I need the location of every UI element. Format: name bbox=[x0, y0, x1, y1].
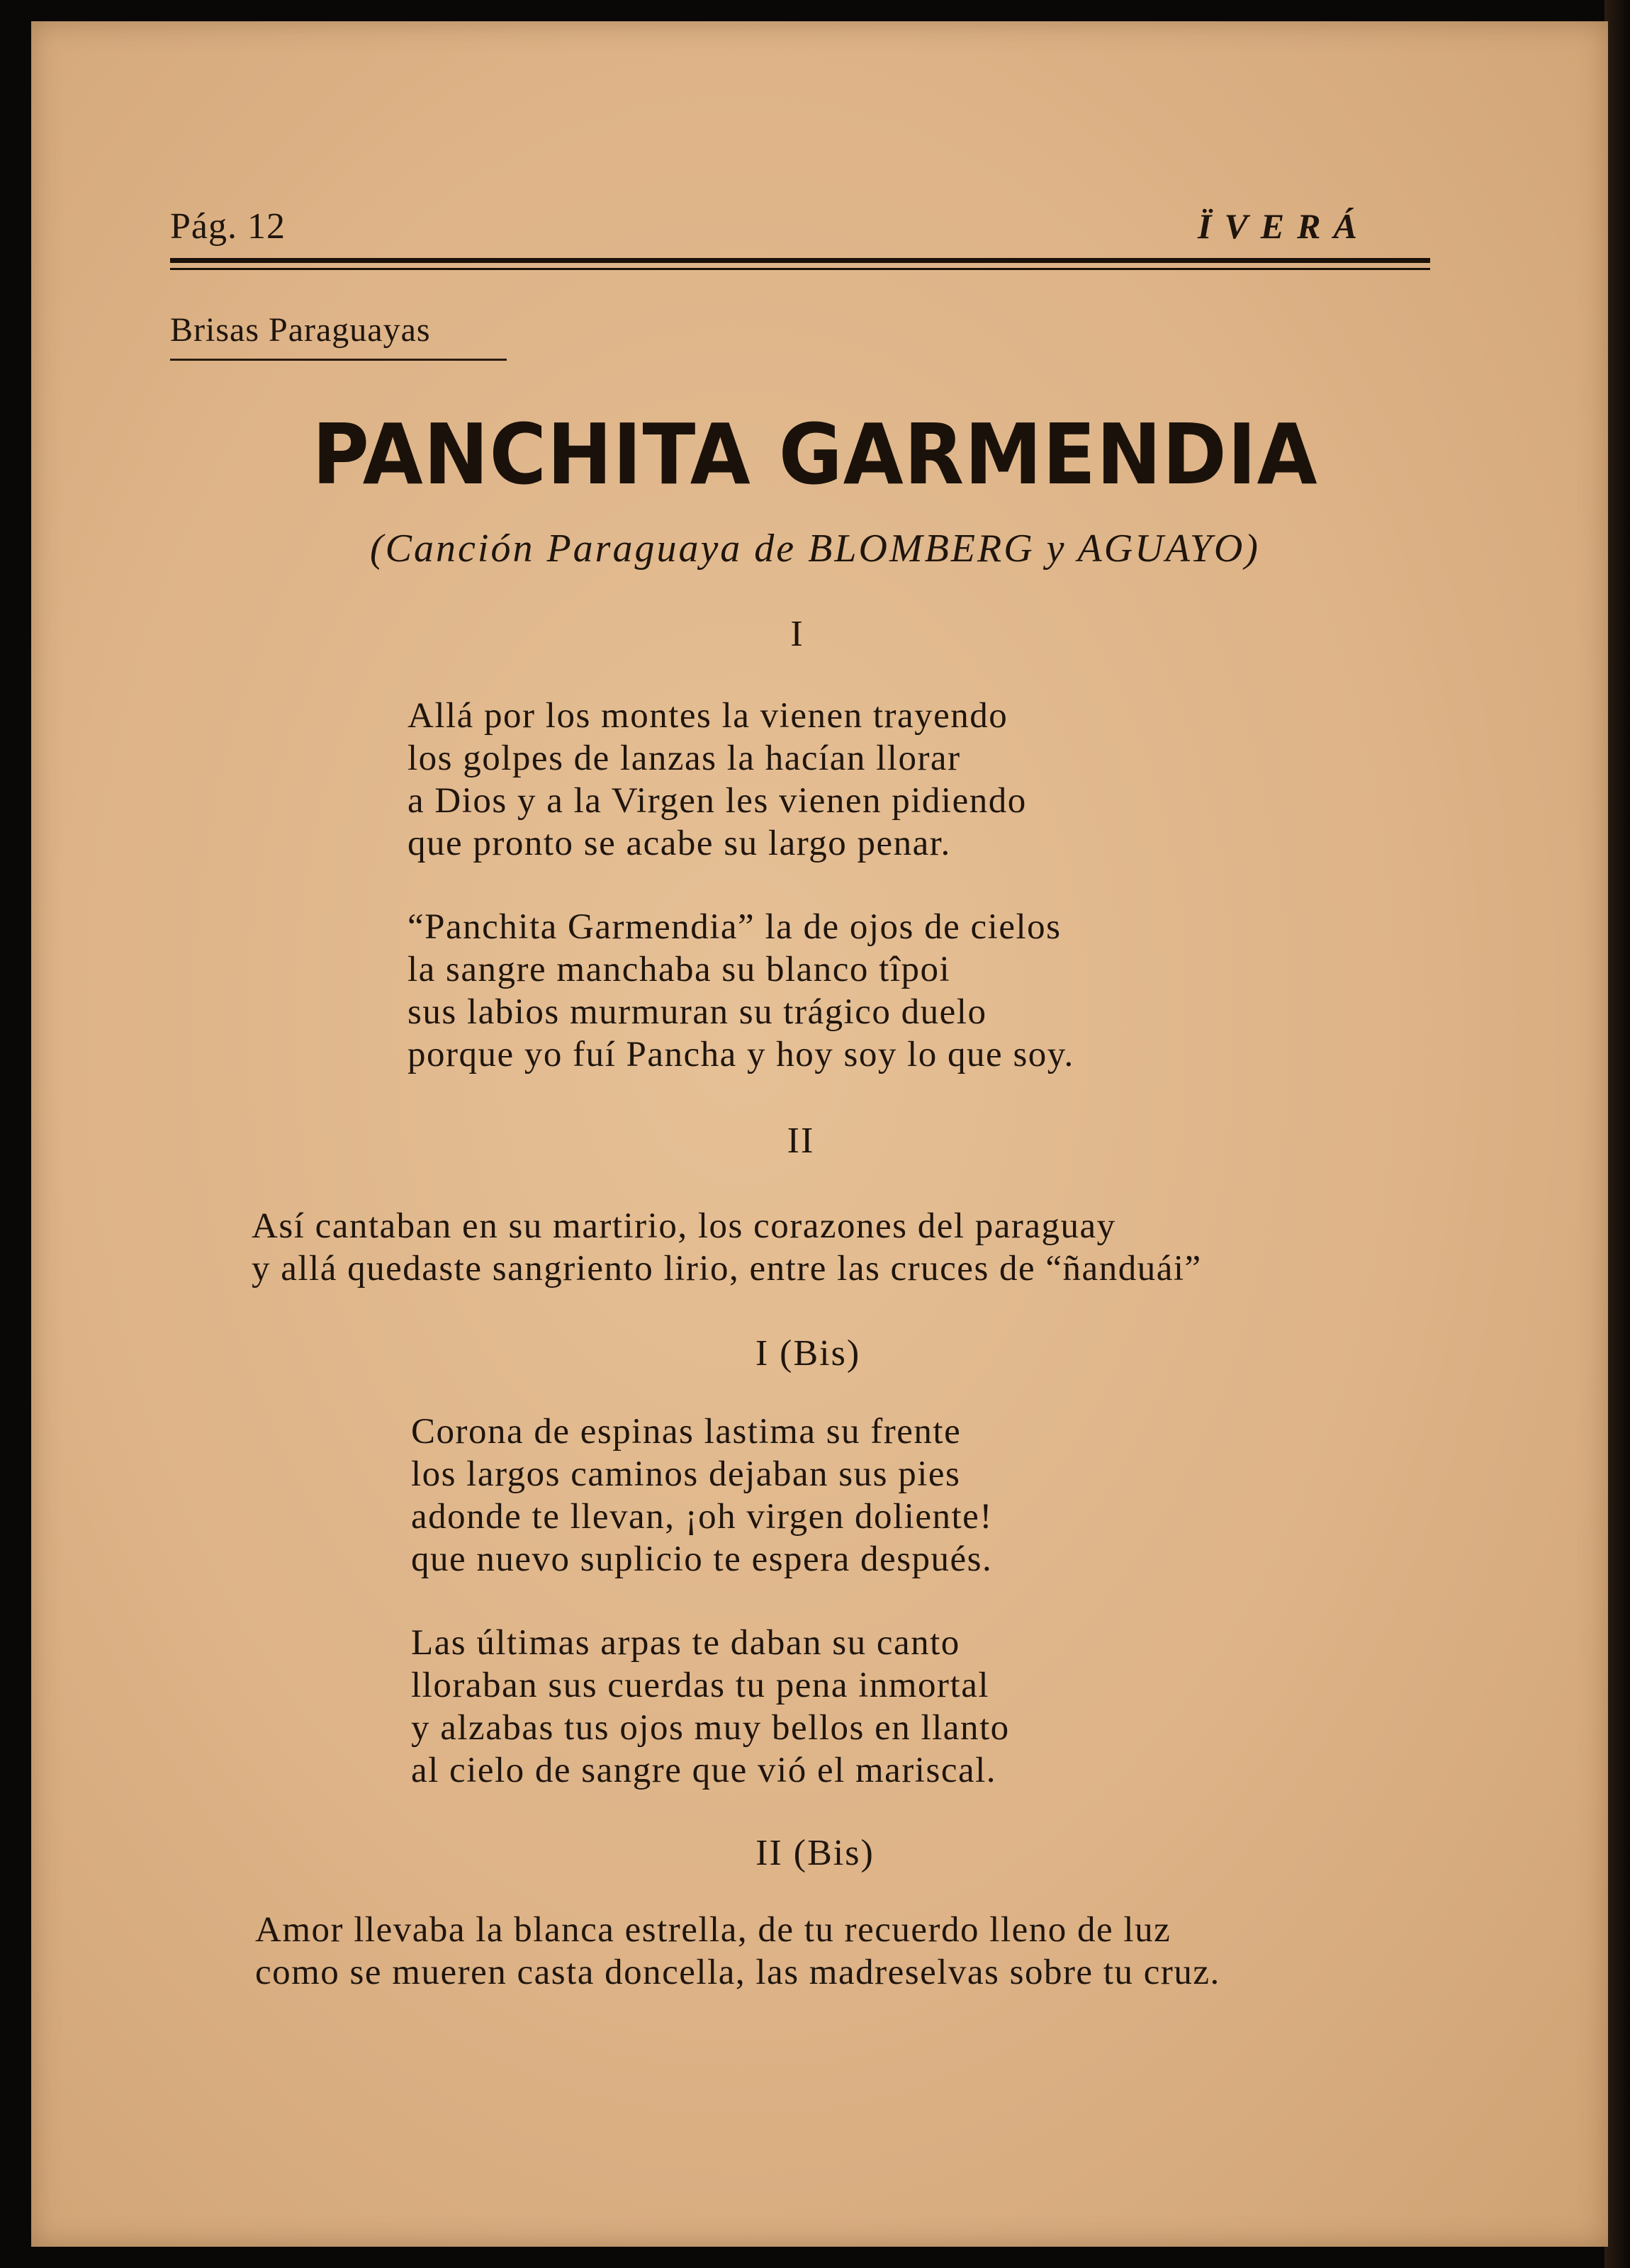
stanza-1 bbox=[408, 695, 1027, 865]
stanza-line: porque yo fuí Pancha y hoy soy lo que soy. bbox=[408, 1035, 1074, 1074]
stanza-line: adonde te llevan, ¡oh virgen doliente! bbox=[411, 1497, 993, 1537]
stanza-3 bbox=[252, 1205, 1202, 1290]
verse-heading-4: II (Bis) bbox=[755, 1833, 875, 1873]
section-label: Brisas Paraguayas bbox=[170, 311, 431, 349]
header-rule-thick bbox=[170, 258, 1430, 263]
stanza-line: los largos caminos dejaban sus pies bbox=[411, 1454, 961, 1494]
stanza-line: al cielo de sangre que vió el mariscal. bbox=[411, 1751, 997, 1790]
stanza-line: y allá quedaste sangriento lirio, entre las cruces de “ñanduái” bbox=[252, 1249, 1202, 1289]
page-number: Pág. 12 bbox=[170, 206, 286, 247]
stanza-line: la sangre manchaba su blanco tîpoi bbox=[408, 950, 951, 989]
stanza-line: como se mueren casta doncella, las madreselvas sobre tu cruz. bbox=[255, 1953, 1220, 1992]
verse-heading-1: I bbox=[790, 614, 804, 654]
verse-heading-2: II bbox=[787, 1121, 815, 1161]
stanza-line: sus labios murmuran su trágico duelo bbox=[408, 992, 987, 1032]
stanza-line: que nuevo suplicio te espera después. bbox=[411, 1539, 993, 1579]
verse-heading-3: I (Bis) bbox=[755, 1333, 861, 1374]
stanza-4 bbox=[411, 1410, 993, 1581]
magazine-title: ÏVERÁ bbox=[1198, 206, 1370, 246]
section-underline bbox=[170, 359, 507, 361]
stanza-line: que pronto se acabe su largo penar. bbox=[408, 824, 951, 863]
stanza-line: Corona de espinas lastima su frente bbox=[411, 1412, 962, 1452]
song-title: PANCHITA GARMENDIA bbox=[312, 405, 1318, 503]
stanza-6 bbox=[255, 1909, 1220, 1994]
stanza-line: Allá por los montes la vienen trayendo bbox=[408, 696, 1008, 736]
stanza-line: lloraban sus cuerdas tu pena inmortal bbox=[411, 1666, 990, 1705]
stanza-line: Así cantaban en su martirio, los corazones del paraguay bbox=[252, 1206, 1116, 1246]
header-rule-thin bbox=[170, 268, 1430, 270]
song-subtitle: (Canción Paraguaya de BLOMBERG y AGUAYO) bbox=[370, 527, 1260, 571]
stanza-2 bbox=[408, 906, 1074, 1076]
stanza-line: Amor llevaba la blanca estrella, de tu recuerdo lleno de luz bbox=[255, 1910, 1171, 1950]
dark-background-edge bbox=[1604, 0, 1630, 2268]
stanza-line: Las últimas arpas te daban su canto bbox=[411, 1623, 960, 1663]
stanza-5 bbox=[411, 1622, 1010, 1792]
stanza-line: y alzabas tus ojos muy bellos en llanto bbox=[411, 1708, 1010, 1748]
stanza-line: los golpes de lanzas la hacían llorar bbox=[408, 739, 961, 778]
stanza-line: a Dios y a la Virgen les vienen pidiendo bbox=[408, 781, 1027, 821]
stanza-line: “Panchita Garmendia” la de ojos de cielos bbox=[408, 907, 1062, 947]
